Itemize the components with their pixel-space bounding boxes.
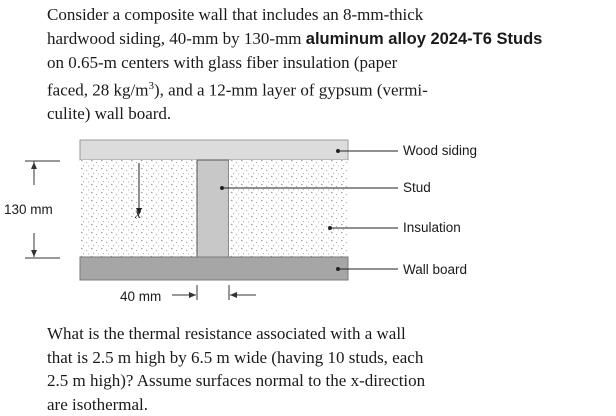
label-height-dimension: 130 mm — [4, 202, 53, 217]
wood-siding-layer — [80, 140, 348, 160]
intro-line-4 — [47, 75, 612, 102]
wall-board-layer — [80, 257, 348, 280]
insulation-right — [229, 160, 348, 257]
problem-question — [47, 322, 567, 416]
label-x-axis: x — [135, 206, 141, 221]
intro-line-5: culite) wall board. — [47, 104, 172, 124]
question-line-3: 2.5 m high)? Assume surfaces normal to the x-direction — [47, 371, 426, 391]
intro-line-2 — [47, 27, 612, 52]
question-line-1: What is the thermal resistance associated with a wall — [47, 324, 406, 343]
intro-line-3: on 0.65-m centers with glass fiber insulation (paper — [47, 53, 398, 73]
stud-member — [197, 160, 229, 257]
superscript-3: 3 — [148, 79, 154, 92]
question-line-2: that is 2.5 m high by 6.5 m wide (having 10 studs, each — [47, 347, 424, 367]
label-insulation: Insulation — [403, 220, 461, 235]
label-wall-board: Wall board — [403, 262, 468, 277]
intro-line-4-rest: ), and a 12-mm layer of gypsum (vermi- — [154, 80, 428, 100]
intro-line-1: Consider a composite wall that includes an 8-mm-thick — [47, 5, 424, 24]
wall-diagram — [0, 135, 616, 315]
stud-material-highlight: aluminum alloy 2024-T6 Studs — [305, 29, 543, 48]
intro-line-2-text: hardwood siding, 40-mm by 130-mm — [47, 28, 306, 48]
problem-intro — [47, 3, 612, 126]
label-wood-siding: Wood siding — [403, 143, 478, 158]
intro-line-4-text: faced, 28 kg/m — [47, 80, 149, 100]
label-stud: Stud — [403, 180, 431, 195]
label-width-dimension: 40 mm — [120, 289, 162, 304]
question-line-4: are isothermal. — [47, 394, 149, 414]
